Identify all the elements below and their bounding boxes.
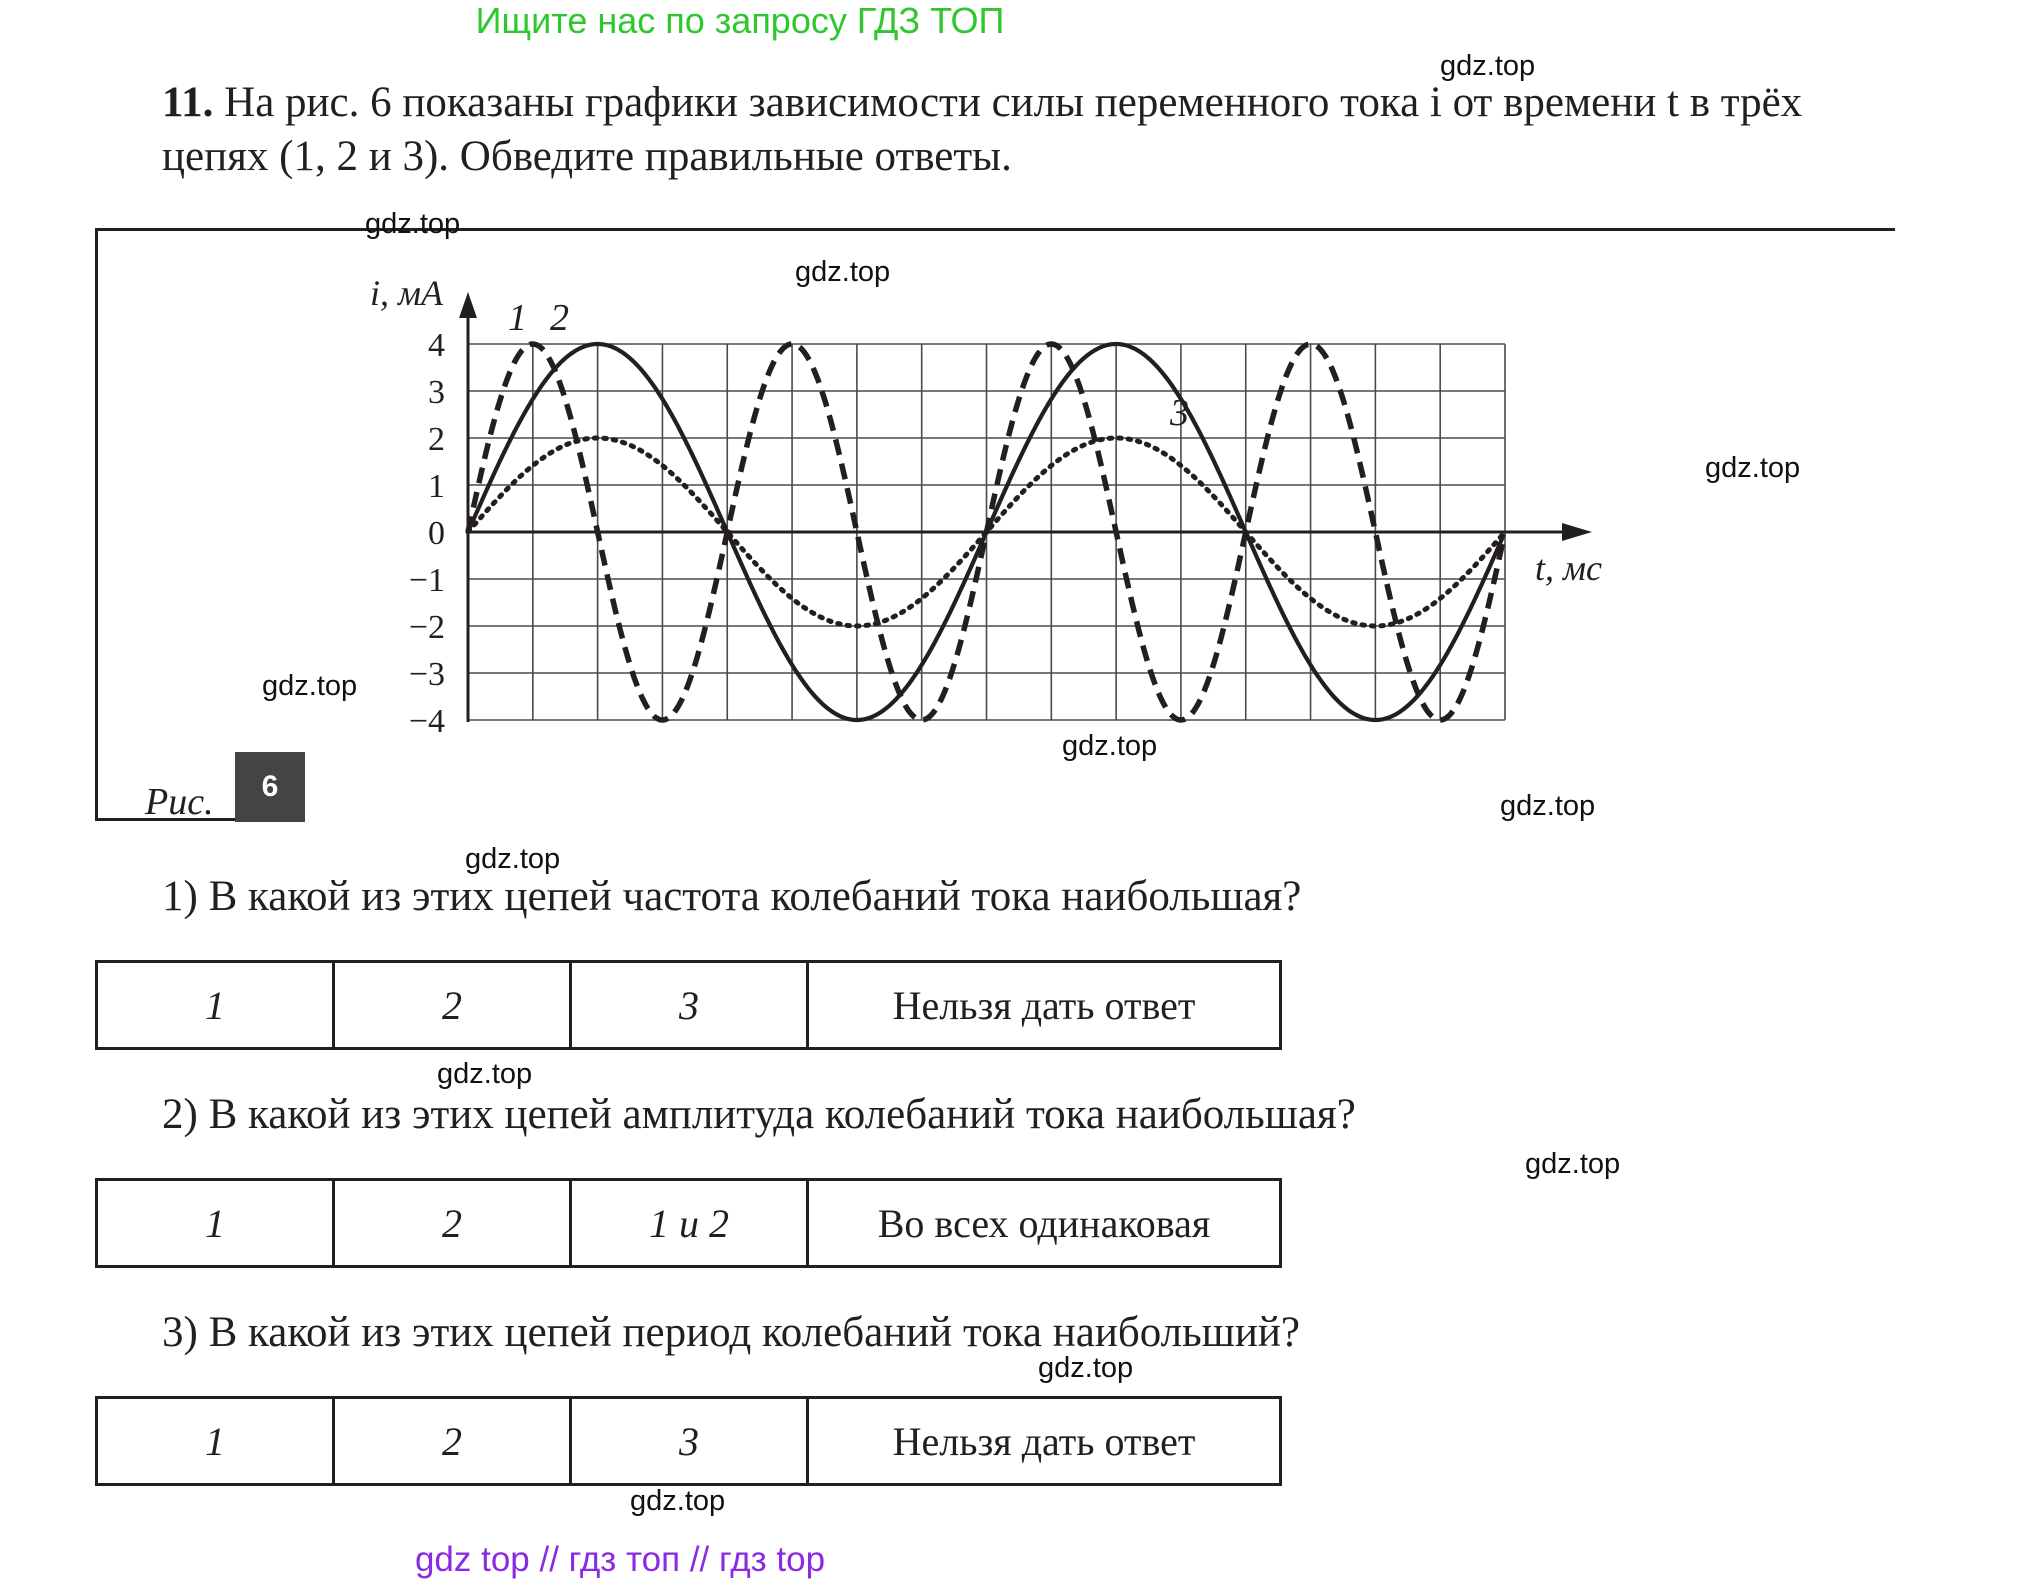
watermark: gdz.top	[437, 1058, 533, 1090]
watermark: gdz.top	[1038, 1352, 1134, 1384]
series-label-3: 3	[1170, 392, 1189, 434]
answer-option[interactable]: Нельзя дать ответ	[808, 1398, 1281, 1485]
y-tick-label: 4	[428, 327, 445, 364]
answer-option[interactable]: 1	[97, 1398, 334, 1485]
watermark: gdz.top	[262, 670, 358, 702]
y-tick-label: −1	[408, 562, 445, 599]
figure-number-badge: 6	[235, 752, 305, 822]
answer-option[interactable]: 2	[334, 962, 571, 1049]
watermark: gdz.top	[365, 208, 461, 240]
answer-option[interactable]: 2	[334, 1398, 571, 1485]
y-axis-label: i, мА	[370, 273, 443, 313]
figure-caption: Рис.	[145, 781, 214, 823]
watermark: gdz.top	[1440, 50, 1536, 82]
watermark: gdz.top	[630, 1485, 726, 1517]
y-tick-label: −4	[408, 703, 445, 740]
watermark: gdz.top	[1525, 1148, 1621, 1180]
answer-table-1	[95, 960, 1282, 1050]
y-tick-label: 0	[428, 515, 445, 552]
answer-option[interactable]: 3	[571, 1398, 808, 1485]
top-banner: Ищите нас по запросу ГДЗ ТОП	[475, 0, 1005, 41]
watermark: gdz.top	[795, 256, 891, 288]
problem-number: 11.	[162, 79, 214, 126]
answer-option[interactable]: 2	[334, 1180, 571, 1267]
x-axis-arrow	[1562, 523, 1592, 541]
y-tick-label: 3	[428, 374, 445, 411]
watermark: gdz.top	[465, 843, 561, 875]
answer-option[interactable]: 1	[97, 1180, 334, 1267]
answer-option[interactable]: 1 и 2	[571, 1180, 808, 1267]
y-tick-labels	[409, 327, 445, 740]
y-tick-label: 2	[428, 421, 445, 458]
question-3: 3) В какой из этих цепей период колебаний тока наибольший?	[162, 1309, 1300, 1356]
answer-table-2	[95, 1178, 1282, 1268]
answer-option[interactable]: 1	[97, 962, 334, 1049]
watermark: gdz.top	[1062, 730, 1158, 762]
series-label-2: 2	[550, 297, 569, 339]
question-2: 2) В какой из этих цепей амплитуда колебаний тока наибольшая?	[162, 1091, 1356, 1138]
y-tick-label: −2	[408, 609, 445, 646]
y-tick-label: 1	[428, 468, 445, 505]
series-label-1: 1	[508, 297, 527, 339]
answer-option[interactable]: Нельзя дать ответ	[808, 962, 1281, 1049]
watermark: gdz.top	[1500, 790, 1596, 822]
watermark: gdz.top	[1705, 452, 1801, 484]
bottom-banner: gdz top // гдз топ // гдз top	[414, 1540, 826, 1579]
y-tick-label: −3	[408, 656, 445, 693]
x-axis-label: t, мс	[1535, 548, 1602, 588]
question-1: 1) В какой из этих цепей частота колебаний тока наибольшая?	[162, 873, 1302, 920]
answer-option[interactable]: 3	[571, 962, 808, 1049]
answer-table-3	[95, 1396, 1282, 1486]
y-axis-arrow	[459, 292, 477, 318]
problem-text: На рис. 6 показаны графики зависимости силы переменного тока i от времени t в трёх цепях (1, 2 и 3). Обведите правильные ответы.	[162, 79, 1803, 180]
answer-option[interactable]: Во всех одинаковая	[808, 1180, 1281, 1267]
